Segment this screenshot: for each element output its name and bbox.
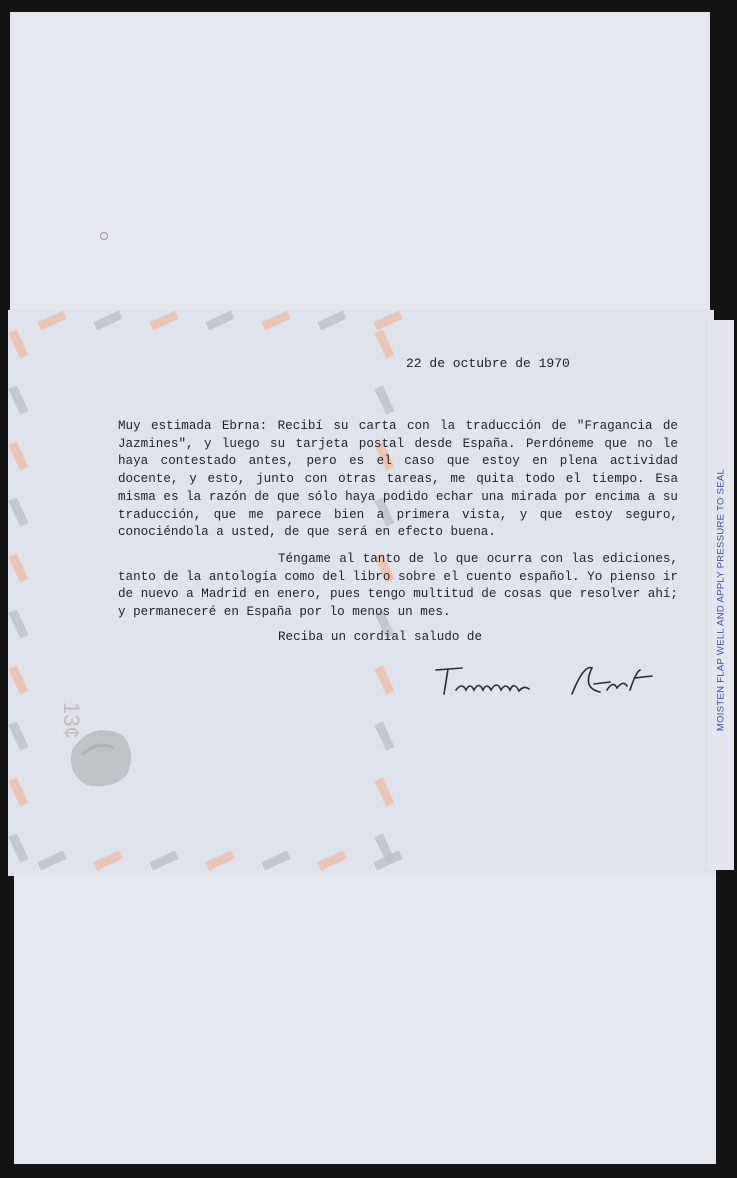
airmail-stripe — [261, 311, 290, 331]
airmail-stripe — [375, 833, 395, 862]
airmail-stripe — [149, 311, 178, 331]
airmail-stripe — [37, 851, 66, 871]
airmail-stripe — [149, 851, 178, 871]
airmail-stripe — [93, 311, 122, 331]
airmail-stripe — [9, 385, 29, 414]
flap-instruction: MOISTEN FLAP WELL AND APPLY PRESSURE TO SEAL — [715, 468, 727, 732]
airmail-stripe — [37, 311, 66, 331]
airmail-stripe — [375, 721, 395, 750]
aerogramme-top-panel — [10, 12, 710, 312]
airmail-stripe — [205, 851, 234, 871]
letter-body — [118, 418, 678, 542]
letter-closing: Reciba un cordial saludo de — [278, 630, 483, 644]
airmail-stripe — [205, 311, 234, 331]
paragraph-1: Muy estimada Ebrna: Recibí su carta con la traducción de "Fragancia de Jazmines", y luego su tarjeta postal desde España. Perdóneme que no le haya contestado antes, pero es el caso que estoy en plena actividad docente, y esto, junto con otras tareas, me quita todo el tiempo. Esa misma es la razón de que sólo haya podido echar una mirada por encima a su traducción, que me parece bien a primera vista, y que estoy seguro, conociéndola a usted, de que será en efecto buena. — [118, 419, 678, 540]
airmail-stripe — [9, 777, 29, 806]
airmail-stripe — [375, 665, 395, 694]
aerogramme-bottom-panel — [14, 868, 716, 1164]
airmail-stripe — [9, 497, 29, 526]
airmail-stripe — [373, 311, 402, 331]
airmail-stripe — [9, 441, 29, 470]
airmail-stripe — [9, 609, 29, 638]
airmail-stripe — [261, 851, 290, 871]
airmail-stripe — [9, 833, 29, 862]
airmail-stripe — [317, 851, 346, 871]
airmail-stripe — [93, 851, 122, 871]
airmail-stripe — [317, 311, 346, 331]
airmail-stripe — [9, 665, 29, 694]
airmail-stripe — [9, 553, 29, 582]
airmail-stripe — [9, 721, 29, 750]
airmail-stripe — [375, 329, 395, 358]
stamp-value: 13¢ — [59, 702, 84, 739]
pencil-mark — [100, 232, 108, 240]
postage-stamp-icon — [52, 690, 147, 800]
paragraph-2: Téngame al tanto de lo que ocurra con las ediciones, tanto de la antología como del libro sobre el cuento español. Yo pienso ir de nuevo a Madrid en enero, pues tengo multitud de cosas que resolver ahí; y permaneceré en España por lo menos un mes. — [118, 552, 678, 620]
airmail-stripe — [375, 777, 395, 806]
airmail-stripe — [375, 385, 395, 414]
airmail-stripe — [9, 329, 29, 358]
letter-date: 22 de octubre de 1970 — [406, 356, 570, 371]
letter-body-2 — [118, 551, 678, 622]
handwritten-signature — [432, 660, 662, 708]
